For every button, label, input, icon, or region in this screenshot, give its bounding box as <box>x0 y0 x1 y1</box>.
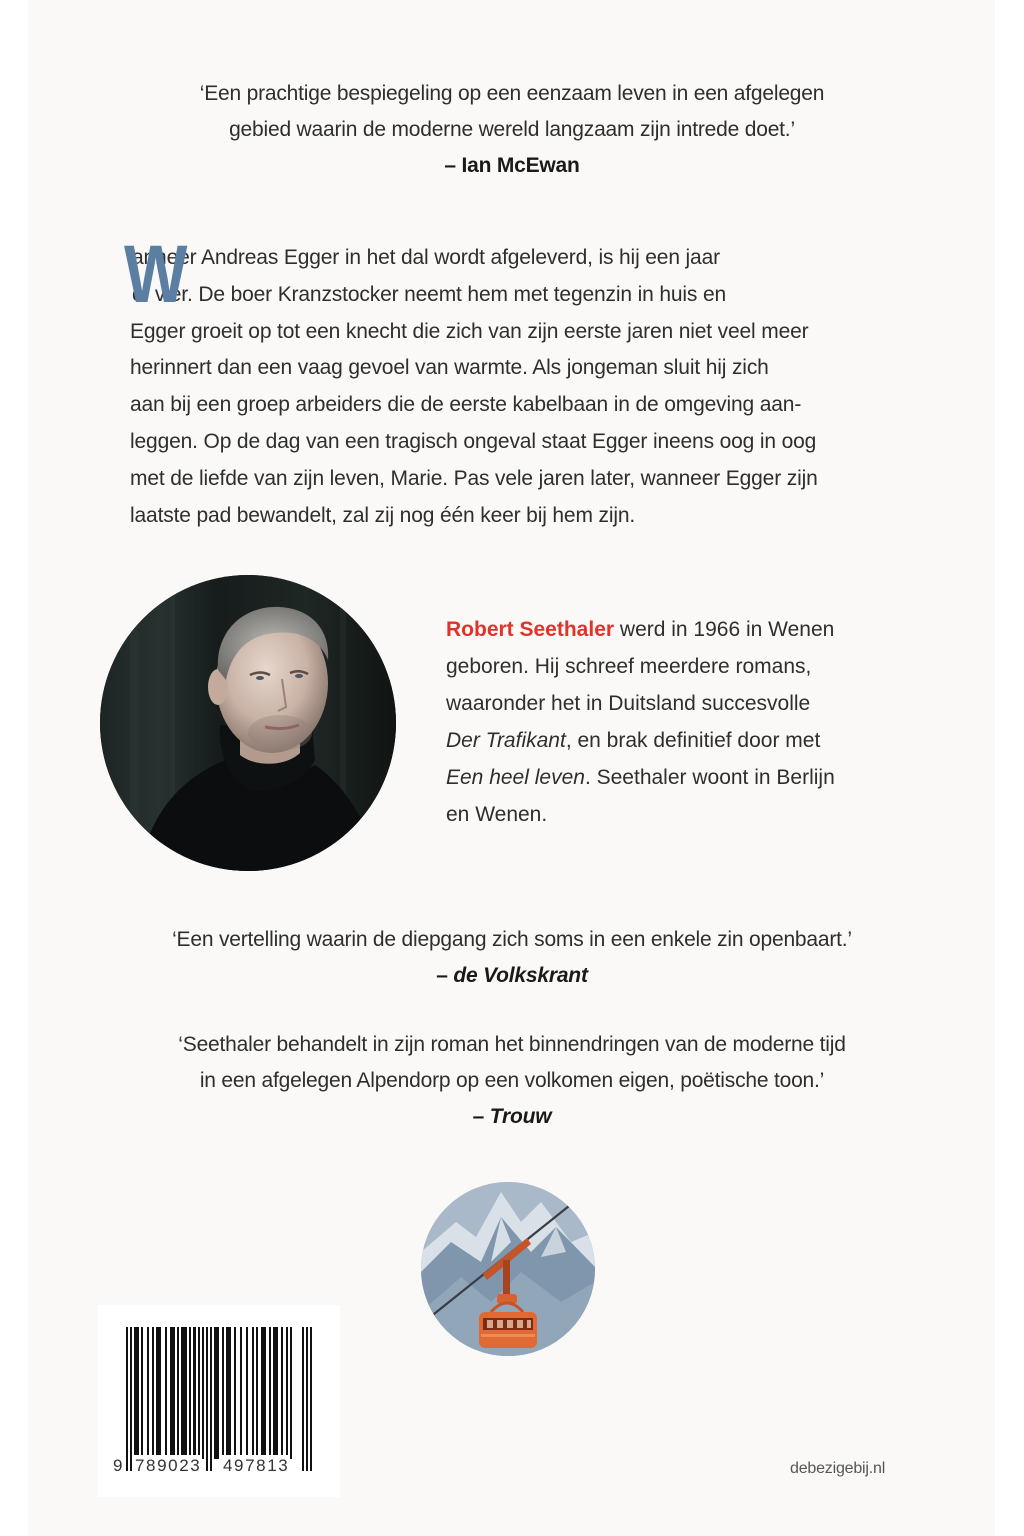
blurb-line: leggen. Op de dag van een tragisch ongeval staat Egger ineens oog in oog <box>130 429 817 453</box>
bio-line: en Wenen. <box>446 803 548 826</box>
cable-car-emblem <box>421 1182 595 1356</box>
cable-car-emblem-icon <box>421 1182 595 1356</box>
review-quote-trouw <box>0 1027 1024 1135</box>
barcode-digit-first: 9 <box>113 1456 125 1475</box>
quote-line: ‘Seethaler behandelt in zijn roman het binnendringen van de moderne tijd <box>178 1033 846 1056</box>
blurb-line: laatste pad bewandelt, zal zij nog één keer bij hem zijn. <box>130 503 636 527</box>
bio-line <box>446 759 896 796</box>
review-quote-mcewan <box>0 76 1024 184</box>
bio-text: werd in 1966 in Wenen <box>614 618 835 641</box>
blurb-line: anneer Andreas Egger in het dal wordt afgeleverd, is hij een jaar <box>132 246 720 269</box>
book-title: Der Trafikant <box>446 729 566 752</box>
quote-attribution <box>0 1099 1024 1135</box>
quote-line: ‘Een vertelling waarin de diepgang zich soms in een enkele zin openbaart.’ <box>172 928 852 951</box>
bio-line <box>446 722 896 759</box>
bio-line <box>446 611 896 648</box>
quote-line: ‘Een prachtige bespiegeling op een eenzaam leven in een afgelegen <box>199 82 825 105</box>
bio-text: . Seethaler woont in Berlijn <box>584 766 835 789</box>
quote-attribution <box>0 958 1024 994</box>
book-title: Een heel leven <box>446 766 585 789</box>
bio-line: geboren. Hij schreef meerdere romans, <box>446 655 812 678</box>
author-portrait-icon <box>100 575 396 871</box>
blurb-line: met de liefde van zijn leven, Marie. Pas vele jaren later, wanneer Egger zijn <box>130 466 818 490</box>
attribution-dash: – <box>472 1105 490 1128</box>
publisher-website: debezigebij.nl <box>790 1460 886 1477</box>
author-name: Robert Seethaler <box>446 618 615 641</box>
quote-attribution: – Ian McEwan <box>444 154 580 177</box>
author-photo <box>100 575 396 871</box>
attribution-source: Trouw <box>489 1105 552 1128</box>
blurb-line: aan bij een groep arbeiders die de eerste kabelbaan in de omgeving aan- <box>130 393 802 417</box>
review-quote-volkskrant <box>0 922 1024 994</box>
bio-text: , en brak definitief door met <box>565 729 821 752</box>
quote-line: gebied waarin de moderne wereld langzaam zijn intrede doet.’ <box>229 118 795 141</box>
author-bio <box>446 611 896 833</box>
blurb-line: Egger groeit op tot een knecht die zich van zijn eerste jaren niet veel meer <box>130 319 809 343</box>
barcode-digits-right: 497813 <box>223 1456 290 1475</box>
barcode-icon <box>126 1327 314 1471</box>
drop-cap: W <box>124 229 188 320</box>
blurb-line: of vier. De boer Kranzstocker neemt hem met tegenzin in huis en <box>132 282 727 306</box>
attribution-dash: – <box>436 964 454 987</box>
book-blurb <box>124 229 890 534</box>
blurb-line: herinnert dan een vaag gevoel van warmte. Als jongeman sluit hij zich <box>130 356 769 380</box>
bio-line: waaronder het in Duitsland succesvolle <box>446 692 811 715</box>
attribution-source: de Volkskrant <box>453 964 588 987</box>
quote-line: in een afgelegen Alpendorp op een volkomen eigen, poëtische toon.’ <box>199 1069 825 1092</box>
barcode-digits-left: 789023 <box>135 1456 202 1475</box>
